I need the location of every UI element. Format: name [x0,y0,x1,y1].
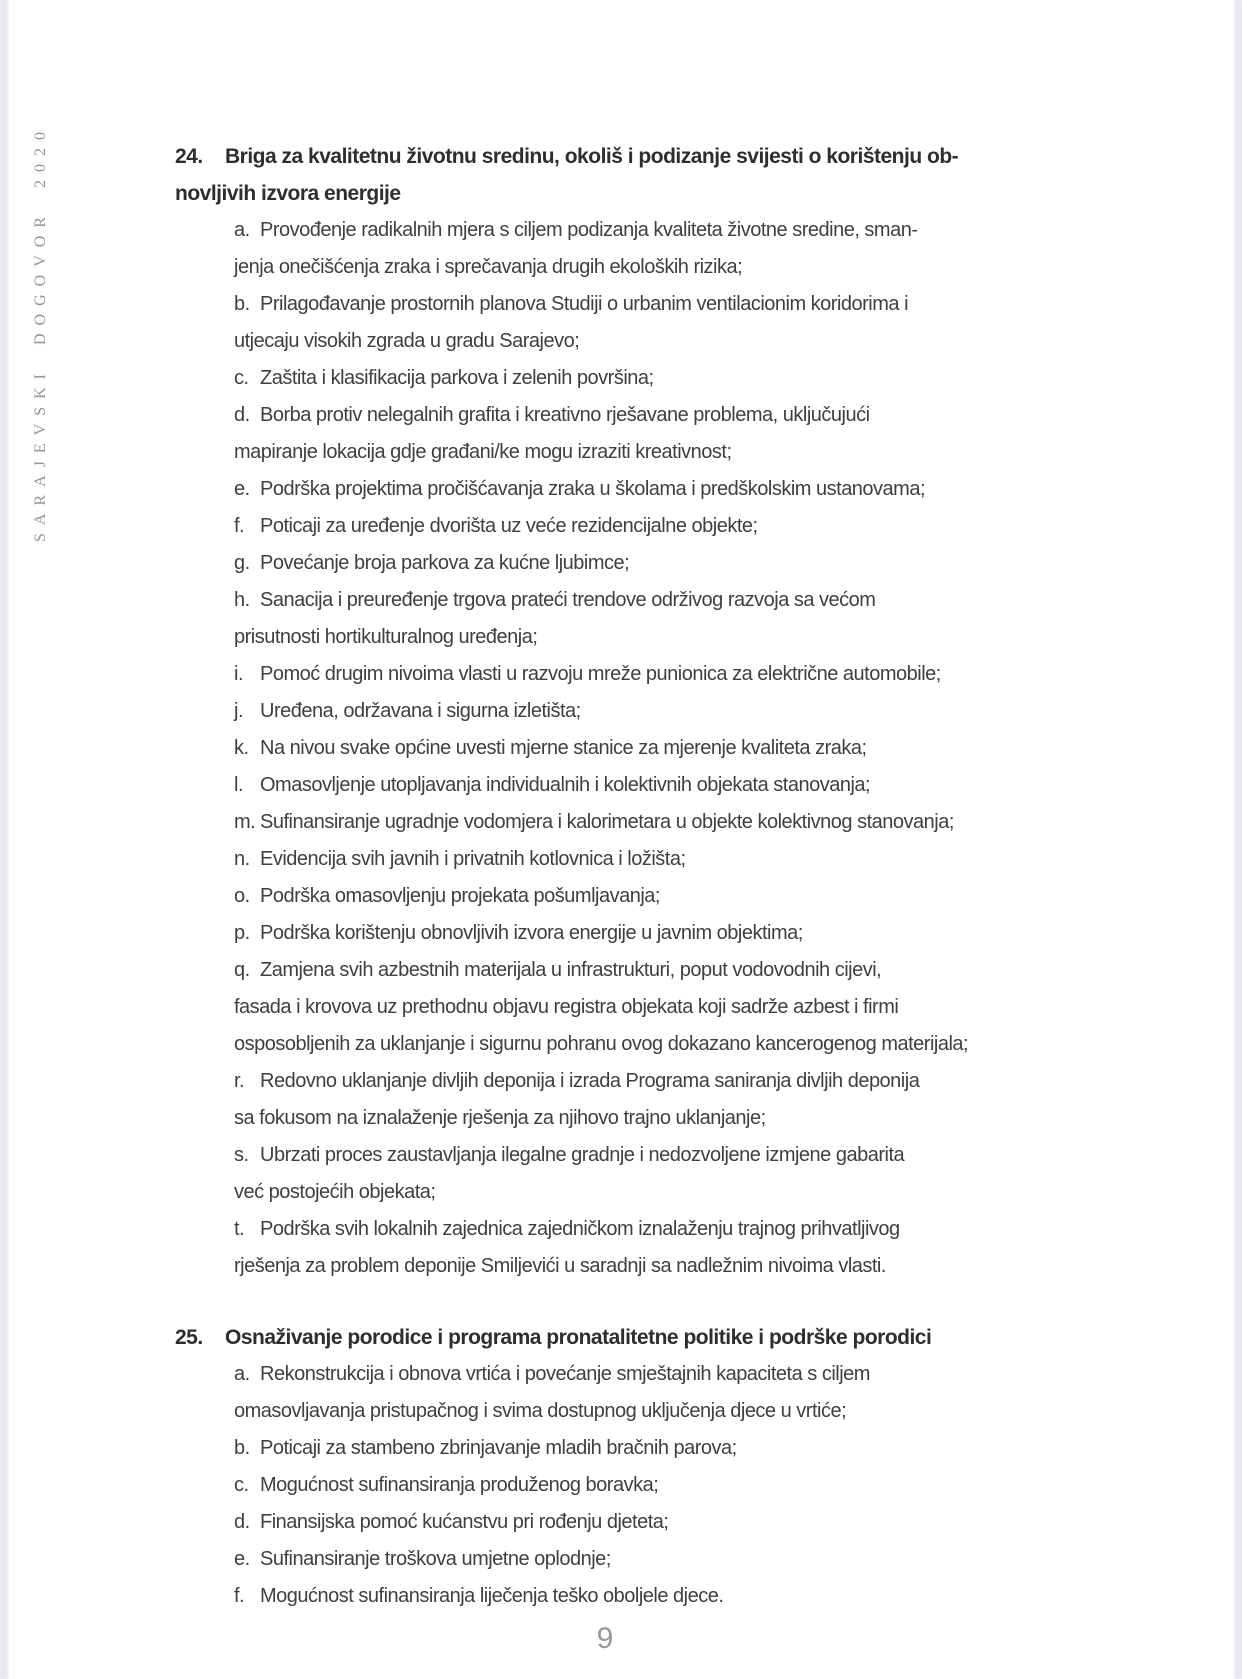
item-letter: o. [234,885,250,907]
list-item-h [234,582,988,656]
text-line: c. Mogućnost sufinansiranja produženog boravka; [234,1467,988,1504]
text-line: rješenja za problem deponije Smiljevići u saradnji sa nadležnim nivoima vlasti. [234,1255,886,1277]
list-item-e [234,1541,988,1578]
list-item-r [234,1063,988,1137]
text-line: već postojećih objekata; [234,1181,436,1203]
text-line: m. Sufinansiranje ugradnje vodomjera i kalorimetara u objekte kolektivnog stanovanja; [234,804,988,841]
list-item-o [234,878,988,915]
list-item-a [234,212,988,286]
list-item-l [234,767,988,804]
section-24 [175,138,988,1285]
list-item-k [234,730,988,767]
list-item-e [234,471,988,508]
text-line: sa fokusom na iznalaženje rješenja za njihovo trajno uklanjanje; [234,1107,766,1129]
text-line: k. Na nivou svake općine uvesti mjerne stanice za mjerenje kvaliteta zraka; [234,730,988,767]
text-line: h. Sanacija i preuređenje trgova prateći trendove održivog razvoja sa većom [234,582,988,619]
text-line: g. Povećanje broja parkova za kućne ljubimce; [234,545,988,582]
text-line: e. Podrška projektima pročišćavanja zraka u školama i predškolskim ustanovama; [234,471,988,508]
text-line: d. Finansijska pomoć kućanstvu pri rođenju djeteta; [234,1504,988,1541]
text-line: utjecaju visokih zgrada u gradu Sarajevo; [234,330,580,352]
item-letter: c. [234,1474,249,1496]
item-letter: d. [234,404,250,426]
section-25 [175,1319,988,1615]
list-item-m [234,804,988,841]
item-letter: b. [234,293,250,315]
item-letter: f. [234,1585,245,1607]
item-letter: k. [234,737,249,759]
list-item-t [234,1211,988,1285]
text-line: c. Zaštita i klasifikacija parkova i zelenih površina; [234,360,988,397]
item-letter: q. [234,959,250,981]
text-line: n. Evidencija svih javnih i privatnih kotlovnica i ložišta; [234,841,988,878]
list-item-f [234,508,988,545]
text-line: omasovljavanja pristupačnog i svima dostupnog uključenja djece u vrtiće; [234,1400,847,1422]
text-line: a. Rekonstrukcija i obnova vrtića i povećanje smještajnih kapaciteta s ciljem [234,1356,988,1393]
text-line: f. Mogućnost sufinansiranja liječenja teško oboljele djece. [234,1578,988,1615]
list-item-s [234,1137,988,1211]
section-heading-line: novljivih izvora energije [175,182,401,205]
text-line: jenja onečišćenja zraka i sprečavanja drugih ekoloških rizika; [234,256,743,278]
text-line: t. Podrška svih lokalnih zajednica zajedničkom iznalaženju trajnog prihvatljivog [234,1211,988,1248]
text-line: p. Podrška korištenju obnovljivih izvora energije u javnim objektima; [234,915,988,952]
item-letter: d. [234,1511,250,1533]
text-line: b. Prilagođavanje prostornih planova Studiji o urbanim ventilacionim koridorima i [234,286,988,323]
item-letter: i. [234,663,243,685]
text-line: j. Uređena, održavana i sigurna izletišta; [234,693,988,730]
item-letter: t. [234,1218,245,1240]
text-line: b. Poticaji za stambeno zbrinjavanje mladih bračnih parova; [234,1430,988,1467]
text-line: e. Sufinansiranje troškova umjetne oplodnje; [234,1541,988,1578]
item-letter: h. [234,589,250,611]
item-letter: p. [234,922,250,944]
list-item-j [234,693,988,730]
section-number: 24. [175,145,203,168]
list-item-c [234,360,988,397]
item-letter: a. [234,219,250,241]
list-item-q [234,952,988,1063]
list-item-c [234,1467,988,1504]
list-item-i [234,656,988,693]
text-line: s. Ubrzati proces zaustavljanja ilegalne gradnje i nedozvoljene izmjene gabarita [234,1137,988,1174]
text-line: q. Zamjena svih azbestnih materijala u infrastrukturi, poput vodovodnih cijevi, [234,952,988,989]
text-line: f. Poticaji za uređenje dvorišta uz veće rezidencijalne objekte; [234,508,988,545]
viewer-edge-left [0,0,9,1679]
section-heading-line: 24. Briga za kvalitetnu životnu sredinu, okoliš i podizanje svijesti o korištenju ob- [175,138,988,175]
list-item-p [234,915,988,952]
list-item-f [234,1578,988,1615]
item-letter: r. [234,1070,245,1092]
section-heading-line: 25. Osnaživanje porodice i programa pronatalitetne politike i podrške porodici [175,1319,988,1356]
text-line: o. Podrška omasovljenju projekata pošumljavanja; [234,878,988,915]
text-line: prisutnosti hortikulturalnog uređenja; [234,626,538,648]
item-letter: g. [234,552,250,574]
viewer-edge-right [1233,0,1242,1679]
item-letter: f. [234,515,245,537]
list-item-b [234,286,988,360]
text-line: i. Pomoć drugim nivoima vlasti u razvoju mreže punionica za električne automobile; [234,656,988,693]
item-letter: e. [234,1548,250,1570]
document-content [175,138,988,1615]
list-item-d [234,1504,988,1541]
text-line: a. Provođenje radikalnih mjera s ciljem podizanja kvaliteta životne sredine, sman- [234,212,988,249]
item-letter: a. [234,1363,250,1385]
list-item-g [234,545,988,582]
text-line: fasada i krovova uz prethodnu objavu registra objekata koji sadrže azbest i firmi [234,996,899,1018]
text-line: r. Redovno uklanjanje divljih deponija i izrada Programa saniranja divljih deponija [234,1063,988,1100]
text-line: mapiranje lokacija gdje građani/ke mogu izraziti kreativnost; [234,441,732,463]
list-item-n [234,841,988,878]
text-line: osposobljenih za uklanjanje i sigurnu pohranu ovog dokazano kancerogenog materijala; [234,1033,969,1055]
page-number: 9 [596,1622,614,1655]
section-number: 25. [175,1326,203,1349]
document-side-title: SARAJEVSKI DOGOVOR 2020 [32,123,49,543]
item-letter: b. [234,1437,250,1459]
list-item-d [234,397,988,471]
item-letter: j. [234,700,243,722]
text-line: d. Borba protiv nelegalnih grafita i kreativno rješavane problema, uključujući [234,397,988,434]
item-letter: e. [234,478,250,500]
item-letter: l. [234,774,243,796]
list-item-a [234,1356,988,1430]
item-letter: s. [234,1144,249,1166]
list-item-b [234,1430,988,1467]
item-letter: c. [234,367,249,389]
item-letter: n. [234,848,250,870]
item-letter: m. [234,811,256,833]
text-line: l. Omasovljenje utopljavanja individualnih i kolektivnih objekata stanovanja; [234,767,988,804]
